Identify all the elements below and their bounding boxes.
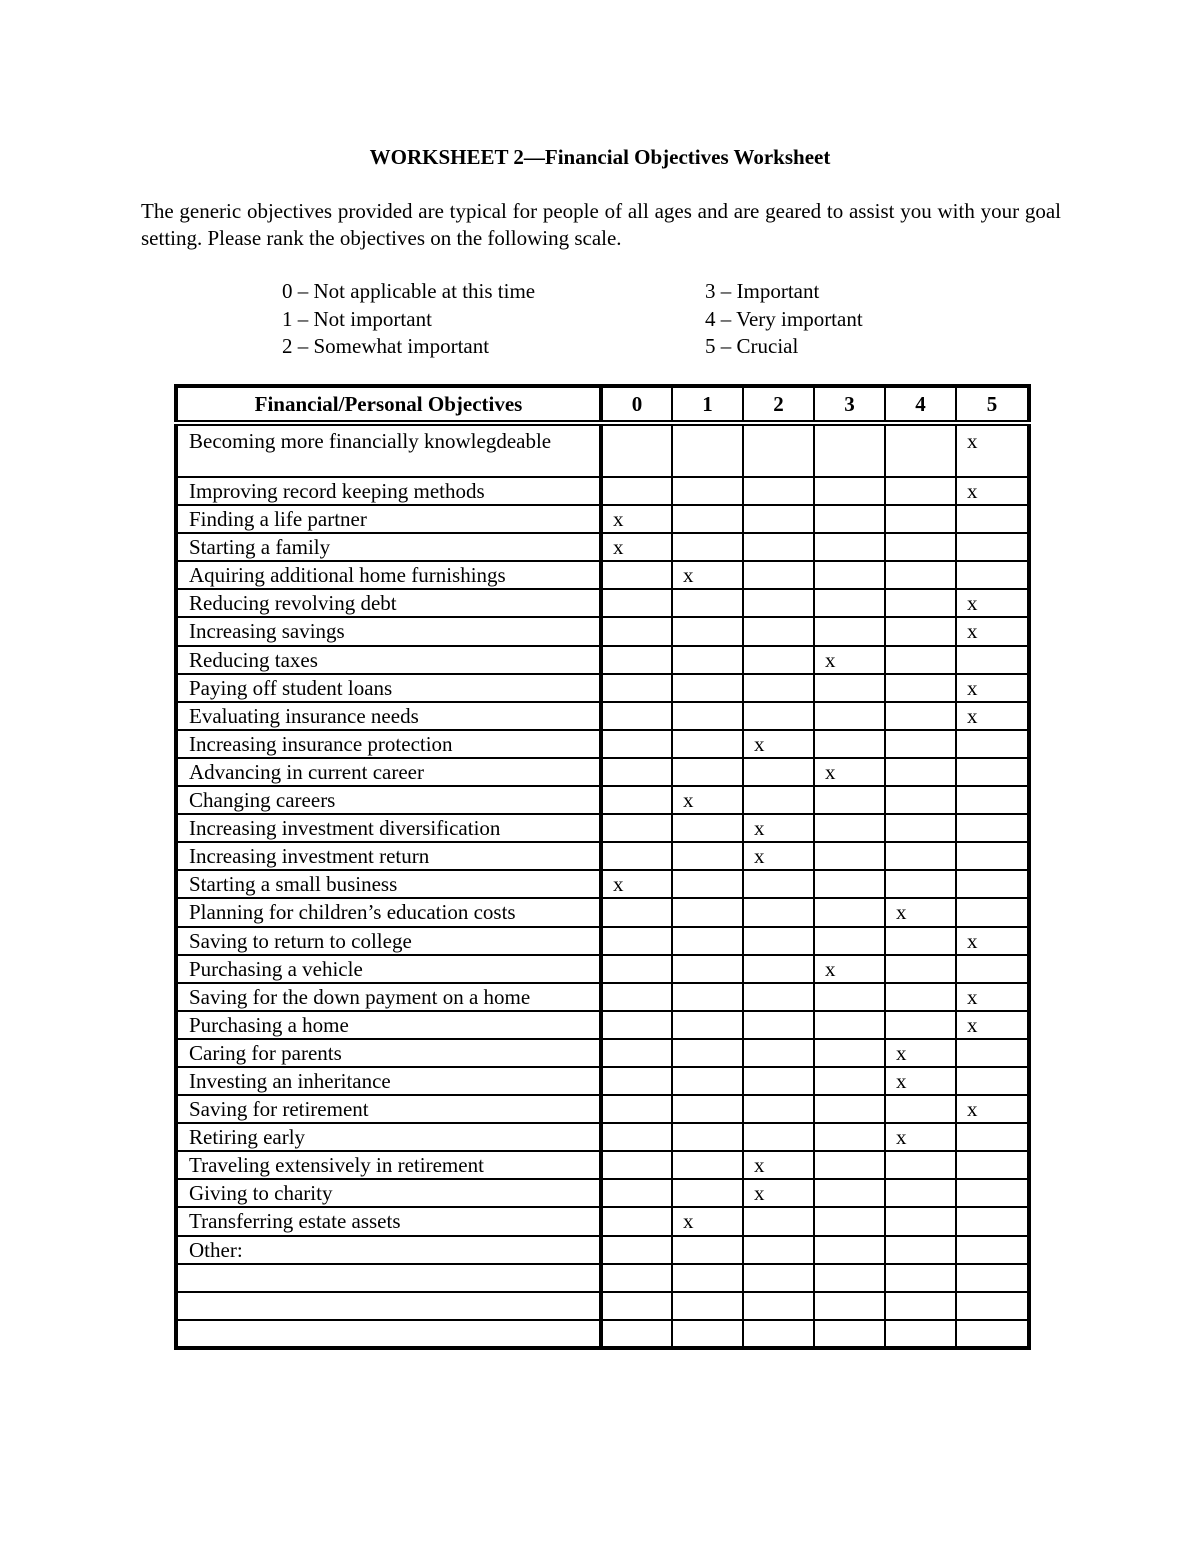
rank-cell-4[interactable]: x [885, 1123, 956, 1151]
rank-cell-5[interactable]: x [956, 589, 1029, 617]
rank-cell-1[interactable] [672, 674, 743, 702]
scale-legend-left [282, 278, 535, 361]
rank-cell-5[interactable] [956, 814, 1029, 842]
rank-cell-1[interactable] [672, 1236, 743, 1264]
rank-cell-3[interactable] [814, 1207, 885, 1235]
rank-cell-2[interactable]: x [743, 814, 814, 842]
rank-cell-4[interactable] [885, 814, 956, 842]
rank-cell-5[interactable]: x [956, 674, 1029, 702]
rank-cell-4[interactable] [885, 674, 956, 702]
table-row [176, 1179, 1029, 1207]
table-row [176, 898, 1029, 926]
rank-cell-2[interactable] [743, 533, 814, 561]
rank-cell-0[interactable] [601, 617, 672, 645]
rank-cell-5[interactable] [956, 505, 1029, 533]
rank-cell-0[interactable] [601, 1236, 672, 1264]
table-row [176, 814, 1029, 842]
scale-item-1: 1 – Not important [282, 306, 432, 331]
table-row [176, 1292, 1029, 1320]
rank-cell-0[interactable] [601, 898, 672, 926]
rank-cell-1[interactable] [672, 758, 743, 786]
rank-cell-3[interactable] [814, 505, 885, 533]
rank-cell-4[interactable] [885, 786, 956, 814]
rank-cell-5[interactable] [956, 1151, 1029, 1179]
rank-cell-3[interactable] [814, 1292, 885, 1320]
rank-cell-5[interactable] [956, 1179, 1029, 1207]
rank-cell-1[interactable] [672, 1264, 743, 1292]
table-row [176, 1011, 1029, 1039]
rank-cell-3[interactable] [814, 730, 885, 758]
rank-cell-1[interactable] [672, 842, 743, 870]
rank-cell-4[interactable] [885, 1236, 956, 1264]
table-row [176, 758, 1029, 786]
objective-label: Saving for retirement [176, 1095, 601, 1123]
objective-label: Changing careers [176, 786, 601, 814]
rank-cell-2[interactable] [743, 617, 814, 645]
scale-item-4: 4 – Very important [705, 306, 863, 331]
rank-cell-3[interactable] [814, 674, 885, 702]
header-rank-0: 0 [601, 386, 672, 423]
rank-cell-1[interactable] [672, 983, 743, 1011]
rank-cell-1[interactable] [672, 730, 743, 758]
objective-label: Evaluating insurance needs [176, 702, 601, 730]
rank-cell-3[interactable] [814, 1039, 885, 1067]
rank-cell-2[interactable] [743, 1207, 814, 1235]
rank-cell-2[interactable] [743, 505, 814, 533]
rank-cell-3[interactable] [814, 1236, 885, 1264]
rank-cell-1[interactable] [672, 505, 743, 533]
rank-cell-5[interactable]: x [956, 1095, 1029, 1123]
table-row [176, 927, 1029, 955]
rank-cell-1[interactable] [672, 870, 743, 898]
rank-cell-4[interactable] [885, 955, 956, 983]
rank-cell-0[interactable] [601, 674, 672, 702]
header-rank-1: 1 [672, 386, 743, 423]
rank-cell-3[interactable] [814, 1264, 885, 1292]
rank-cell-1[interactable]: x [672, 1207, 743, 1235]
rank-cell-1[interactable] [672, 1067, 743, 1095]
rank-cell-1[interactable] [672, 1320, 743, 1348]
rank-cell-0[interactable] [601, 1179, 672, 1207]
rank-cell-0[interactable] [601, 589, 672, 617]
rank-cell-0[interactable] [601, 702, 672, 730]
rank-cell-0[interactable] [601, 561, 672, 589]
table-row [176, 477, 1029, 505]
objective-label: Becoming more financially knowlegdeable [176, 423, 601, 477]
rank-cell-5[interactable]: x [956, 477, 1029, 505]
rank-cell-5[interactable] [956, 1123, 1029, 1151]
rank-cell-0[interactable] [601, 1095, 672, 1123]
rank-cell-5[interactable] [956, 1207, 1029, 1235]
table-row [176, 1123, 1029, 1151]
rank-cell-4[interactable] [885, 423, 956, 477]
rank-cell-4[interactable] [885, 1264, 956, 1292]
rank-cell-1[interactable] [672, 1151, 743, 1179]
scale-item-2: 2 – Somewhat important [282, 334, 490, 358]
rank-cell-2[interactable] [743, 786, 814, 814]
rank-cell-0[interactable] [601, 646, 672, 674]
objective-label: Increasing insurance protection [176, 730, 601, 758]
rank-cell-1[interactable] [672, 1095, 743, 1123]
rank-cell-4[interactable] [885, 983, 956, 1011]
rank-cell-5[interactable] [956, 1067, 1029, 1095]
rank-cell-3[interactable] [814, 1095, 885, 1123]
rank-cell-1[interactable] [672, 589, 743, 617]
table-row [176, 617, 1029, 645]
objective-label: Increasing investment return [176, 842, 601, 870]
rank-cell-1[interactable] [672, 646, 743, 674]
rank-cell-2[interactable] [743, 589, 814, 617]
objective-label [176, 1292, 601, 1320]
rank-cell-0[interactable] [601, 1320, 672, 1348]
objectives-table-body [176, 423, 1029, 1348]
rank-cell-0[interactable] [601, 1264, 672, 1292]
header-rank-4: 4 [885, 386, 956, 423]
rank-cell-3[interactable] [814, 1151, 885, 1179]
rank-cell-0[interactable] [601, 1011, 672, 1039]
rank-cell-0[interactable] [601, 1039, 672, 1067]
objective-label: Planning for children’s education costs [176, 898, 601, 926]
rank-cell-0[interactable]: x [601, 870, 672, 898]
rank-cell-5[interactable] [956, 1236, 1029, 1264]
rank-cell-5[interactable]: x [956, 423, 1029, 477]
rank-cell-1[interactable] [672, 955, 743, 983]
rank-cell-2[interactable] [743, 646, 814, 674]
rank-cell-1[interactable] [672, 1123, 743, 1151]
objective-label: Purchasing a vehicle [176, 955, 601, 983]
objective-label: Increasing savings [176, 617, 601, 645]
rank-cell-5[interactable] [956, 1264, 1029, 1292]
rank-cell-2[interactable]: x [743, 1151, 814, 1179]
rank-cell-0[interactable] [601, 1067, 672, 1095]
rank-cell-3[interactable] [814, 1067, 885, 1095]
rank-cell-2[interactable] [743, 423, 814, 477]
objective-label [176, 1320, 601, 1348]
rank-cell-0[interactable] [601, 1207, 672, 1235]
rank-cell-3[interactable] [814, 983, 885, 1011]
rank-cell-4[interactable] [885, 617, 956, 645]
rank-cell-4[interactable] [885, 927, 956, 955]
rank-cell-3[interactable] [814, 589, 885, 617]
objective-label: Retiring early [176, 1123, 601, 1151]
table-row [176, 730, 1029, 758]
scale-item-5: 5 – Crucial [705, 334, 799, 358]
rank-cell-5[interactable] [956, 898, 1029, 926]
rank-cell-0[interactable] [601, 983, 672, 1011]
rank-cell-5[interactable] [956, 533, 1029, 561]
rank-cell-0[interactable] [601, 758, 672, 786]
rank-cell-1[interactable] [672, 423, 743, 477]
table-row [176, 561, 1029, 589]
rank-cell-2[interactable]: x [743, 1179, 814, 1207]
header-rank-5: 5 [956, 386, 1029, 423]
rank-cell-2[interactable]: x [743, 730, 814, 758]
rank-cell-2[interactable] [743, 870, 814, 898]
rank-cell-4[interactable] [885, 561, 956, 589]
scale-legend-right [705, 278, 863, 361]
objective-label: Investing an inheritance [176, 1067, 601, 1095]
rank-cell-3[interactable]: x [814, 646, 885, 674]
worksheet-title: WORKSHEET 2—Financial Objectives Worksheet [369, 145, 831, 169]
table-row [176, 1264, 1029, 1292]
rank-cell-5[interactable] [956, 870, 1029, 898]
rank-cell-2[interactable] [743, 1011, 814, 1039]
objective-label: Saving for the down payment on a home [176, 983, 601, 1011]
objective-label: Reducing taxes [176, 646, 601, 674]
rank-cell-0[interactable] [601, 955, 672, 983]
rank-cell-2[interactable] [743, 1320, 814, 1348]
rank-cell-3[interactable] [814, 870, 885, 898]
rank-cell-5[interactable] [956, 1320, 1029, 1348]
rank-cell-2[interactable] [743, 1095, 814, 1123]
rank-cell-2[interactable] [743, 1067, 814, 1095]
rank-cell-4[interactable]: x [885, 898, 956, 926]
rank-cell-3[interactable] [814, 1011, 885, 1039]
rank-cell-1[interactable] [672, 898, 743, 926]
rank-cell-2[interactable] [743, 1123, 814, 1151]
objective-label: Transferring estate assets [176, 1207, 601, 1235]
rank-cell-1[interactable] [672, 617, 743, 645]
table-row [176, 505, 1029, 533]
rank-cell-4[interactable] [885, 533, 956, 561]
rank-cell-4[interactable] [885, 730, 956, 758]
rank-cell-4[interactable] [885, 1095, 956, 1123]
header-rank-3: 3 [814, 386, 885, 423]
rank-cell-2[interactable] [743, 561, 814, 589]
rank-cell-5[interactable]: x [956, 983, 1029, 1011]
objective-label: Giving to charity [176, 1179, 601, 1207]
rank-cell-5[interactable]: x [956, 617, 1029, 645]
table-row [176, 1067, 1029, 1095]
rank-cell-1[interactable] [672, 1011, 743, 1039]
rank-cell-5[interactable]: x [956, 1011, 1029, 1039]
rank-cell-3[interactable] [814, 1179, 885, 1207]
rank-cell-4[interactable] [885, 505, 956, 533]
table-row [176, 1151, 1029, 1179]
rank-cell-5[interactable] [956, 1292, 1029, 1320]
rank-cell-5[interactable] [956, 842, 1029, 870]
rank-cell-1[interactable] [672, 702, 743, 730]
objectives-table [174, 384, 1031, 1350]
rank-cell-4[interactable] [885, 1207, 956, 1235]
table-row [176, 842, 1029, 870]
header-objectives: Financial/Personal Objectives [176, 386, 601, 423]
rank-cell-4[interactable] [885, 589, 956, 617]
rank-cell-2[interactable] [743, 477, 814, 505]
rank-cell-3[interactable] [814, 842, 885, 870]
intro-paragraph: The generic objectives provided are typical for people of all ages and are geared to assist you with your goal setting. Please rank the objectives on the following scale. [141, 199, 1061, 250]
objective-label: Advancing in current career [176, 758, 601, 786]
scale-item-3: 3 – Important [705, 279, 820, 303]
rank-cell-4[interactable] [885, 842, 956, 870]
rank-cell-4[interactable] [885, 870, 956, 898]
rank-cell-4[interactable] [885, 1292, 956, 1320]
rank-cell-0[interactable] [601, 730, 672, 758]
rank-cell-0[interactable] [601, 423, 672, 477]
rank-cell-5[interactable] [956, 955, 1029, 983]
objective-label: Improving record keeping methods [176, 477, 601, 505]
rank-cell-3[interactable] [814, 927, 885, 955]
rank-cell-0[interactable] [601, 1292, 672, 1320]
table-row [176, 533, 1029, 561]
objective-label [176, 1264, 601, 1292]
rank-cell-1[interactable] [672, 533, 743, 561]
rank-cell-2[interactable]: x [743, 842, 814, 870]
rank-cell-2[interactable] [743, 1292, 814, 1320]
rank-cell-0[interactable] [601, 1123, 672, 1151]
rank-cell-5[interactable] [956, 786, 1029, 814]
scale-item-0: 0 – Not applicable at this time [282, 279, 536, 303]
objective-label: Finding a life partner [176, 505, 601, 533]
rank-cell-4[interactable] [885, 1320, 956, 1348]
objective-label: Traveling extensively in retirement [176, 1151, 601, 1179]
objective-label: Aquiring additional home furnishings [176, 561, 601, 589]
rank-cell-4[interactable] [885, 477, 956, 505]
rank-cell-1[interactable] [672, 477, 743, 505]
table-header-row [176, 386, 1029, 423]
rank-cell-2[interactable] [743, 983, 814, 1011]
rank-cell-5[interactable]: x [956, 927, 1029, 955]
rank-cell-1[interactable]: x [672, 561, 743, 589]
rank-cell-0[interactable] [601, 1151, 672, 1179]
rank-cell-3[interactable] [814, 533, 885, 561]
rank-cell-5[interactable] [956, 646, 1029, 674]
rank-cell-0[interactable] [601, 786, 672, 814]
rank-cell-3[interactable] [814, 1320, 885, 1348]
rank-cell-3[interactable]: x [814, 758, 885, 786]
rank-cell-1[interactable] [672, 1292, 743, 1320]
objective-label: Purchasing a home [176, 1011, 601, 1039]
rank-cell-4[interactable] [885, 646, 956, 674]
objective-label: Caring for parents [176, 1039, 601, 1067]
rank-cell-4[interactable] [885, 702, 956, 730]
rank-cell-5[interactable] [956, 758, 1029, 786]
rank-cell-3[interactable] [814, 1123, 885, 1151]
objective-label: Starting a family [176, 533, 601, 561]
rank-cell-0[interactable] [601, 842, 672, 870]
table-row [176, 1039, 1029, 1067]
rank-cell-1[interactable]: x [672, 786, 743, 814]
rank-cell-2[interactable] [743, 758, 814, 786]
table-row [176, 1320, 1029, 1348]
objective-label: Increasing investment diversification [176, 814, 601, 842]
objective-label: Paying off student loans [176, 674, 601, 702]
rank-cell-0[interactable] [601, 927, 672, 955]
objective-label: Saving to return to college [176, 927, 601, 955]
rank-cell-3[interactable]: x [814, 955, 885, 983]
rank-cell-4[interactable] [885, 1011, 956, 1039]
rank-cell-2[interactable] [743, 898, 814, 926]
rank-cell-2[interactable] [743, 702, 814, 730]
rank-cell-1[interactable] [672, 814, 743, 842]
rank-cell-2[interactable] [743, 1236, 814, 1264]
rank-cell-4[interactable]: x [885, 1039, 956, 1067]
rank-cell-2[interactable] [743, 1264, 814, 1292]
rank-cell-0[interactable] [601, 477, 672, 505]
table-row [176, 646, 1029, 674]
rank-cell-2[interactable] [743, 955, 814, 983]
table-row [176, 983, 1029, 1011]
table-row [176, 786, 1029, 814]
rank-cell-2[interactable] [743, 674, 814, 702]
rank-cell-4[interactable]: x [885, 1067, 956, 1095]
rank-cell-4[interactable] [885, 758, 956, 786]
objective-label: Reducing revolving debt [176, 589, 601, 617]
table-row [176, 870, 1029, 898]
rank-cell-5[interactable]: x [956, 702, 1029, 730]
rank-cell-3[interactable] [814, 561, 885, 589]
rank-cell-0[interactable]: x [601, 533, 672, 561]
rank-cell-4[interactable] [885, 1151, 956, 1179]
rank-cell-3[interactable] [814, 617, 885, 645]
rank-cell-1[interactable] [672, 1179, 743, 1207]
table-row [176, 674, 1029, 702]
rank-cell-3[interactable] [814, 898, 885, 926]
rank-cell-3[interactable] [814, 814, 885, 842]
rank-cell-3[interactable] [814, 423, 885, 477]
rank-cell-1[interactable] [672, 1039, 743, 1067]
table-row [176, 1095, 1029, 1123]
table-row [176, 589, 1029, 617]
rank-cell-2[interactable] [743, 927, 814, 955]
rank-cell-5[interactable] [956, 1039, 1029, 1067]
objective-label: Other: [176, 1236, 601, 1264]
table-row [176, 702, 1029, 730]
table-row [176, 955, 1029, 983]
table-row [176, 1236, 1029, 1264]
rank-cell-0[interactable] [601, 814, 672, 842]
table-row [176, 1207, 1029, 1235]
objective-label: Starting a small business [176, 870, 601, 898]
rank-cell-5[interactable] [956, 561, 1029, 589]
rank-cell-1[interactable] [672, 927, 743, 955]
rank-cell-5[interactable] [956, 730, 1029, 758]
rank-cell-3[interactable] [814, 786, 885, 814]
rank-cell-0[interactable]: x [601, 505, 672, 533]
header-rank-2: 2 [743, 386, 814, 423]
rank-cell-3[interactable] [814, 702, 885, 730]
table-row [176, 423, 1029, 477]
rank-cell-3[interactable] [814, 477, 885, 505]
rank-cell-2[interactable] [743, 1039, 814, 1067]
rank-cell-4[interactable] [885, 1179, 956, 1207]
